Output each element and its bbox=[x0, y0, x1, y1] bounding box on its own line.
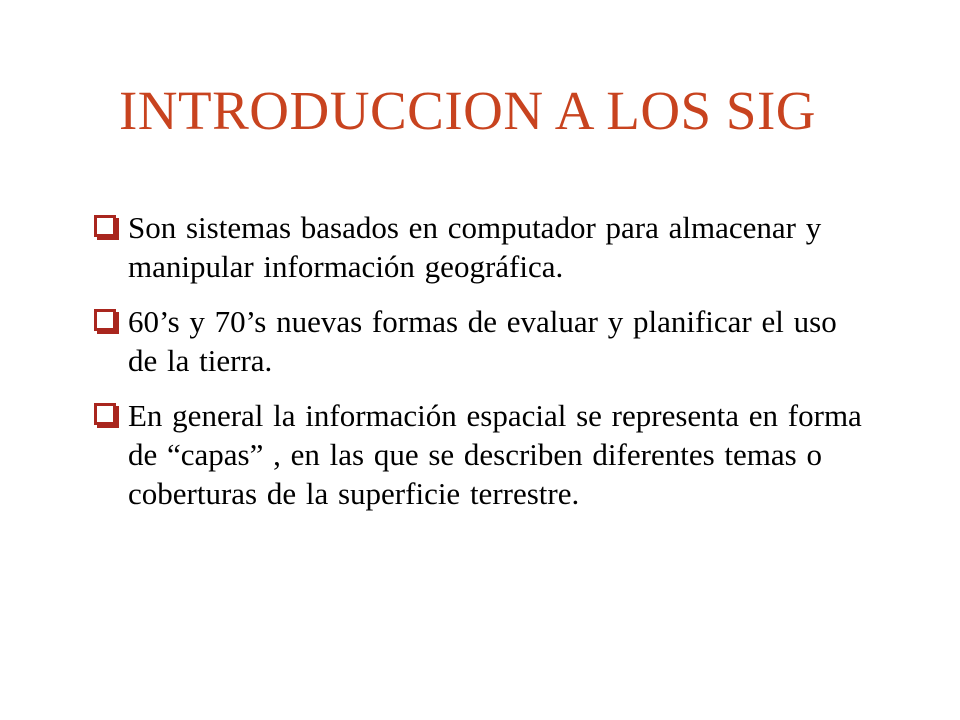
checkbox-square-icon bbox=[94, 215, 116, 237]
bullet-item bbox=[90, 208, 870, 286]
bullet-text: En general la información espacial se representa en forma de “capas” , en las que se describen diferentes temas o coberturas de la superficie terrestre. bbox=[128, 398, 862, 511]
bullet-text: 60’s y 70’s nuevas formas de evaluar y planificar el uso de la tierra. bbox=[128, 304, 837, 378]
bullet-text: Son sistemas basados en computador para almacenar y manipular información geográfica. bbox=[128, 210, 822, 284]
bullet-list bbox=[90, 208, 870, 529]
slide-title: INTRODUCCION A LOS SIG bbox=[118, 80, 817, 141]
bullet-item bbox=[90, 302, 870, 380]
checkbox-square-icon bbox=[94, 403, 116, 425]
bullet-item bbox=[90, 396, 870, 513]
checkbox-square-icon bbox=[94, 309, 116, 331]
